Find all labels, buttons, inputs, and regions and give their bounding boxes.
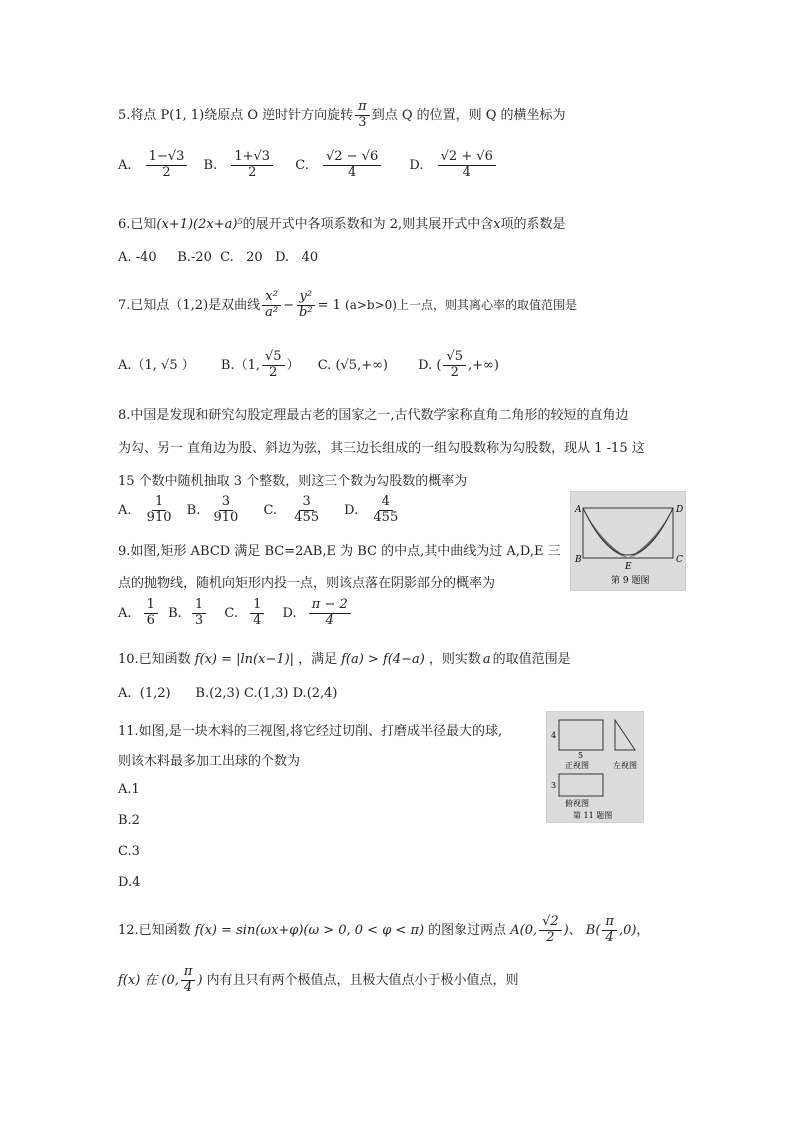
q9-option-b: $\frac{1}{3}$ <box>192 598 206 629</box>
q5-option-b: $\frac{1+√3}{2}$ <box>231 150 273 181</box>
q7-option-d: $\frac{√5}{2}$ <box>443 350 466 381</box>
q10-stem: 10.已知函数 f(x) = |ln(x−1)| ，满足 f(a) > f(4−a) ，则实数 a 的取值范围是 <box>118 652 571 667</box>
q10-condition: f(a) > f(4−a) <box>341 652 425 667</box>
q9-label-a: A <box>575 505 582 515</box>
q9-label-c: C <box>676 555 683 565</box>
q5-option-c: $\frac{√2 - √6}{4}$ <box>323 150 381 181</box>
q9-label-b: B <box>575 555 582 565</box>
q5-stem-suffix: 到点 Q 的位置，则 Q 的横坐标为 <box>371 107 566 123</box>
q12-point-b: B( $\frac{\pi}{4}$ ,0) <box>585 914 637 945</box>
q5-option-c-label: C. <box>295 157 309 173</box>
q7-option-b: $\frac{√5}{2}$ <box>262 350 285 381</box>
q9-option-c: $\frac{1}{4}$ <box>250 598 264 629</box>
q8-line2: 为勾、另一 直角边为股、斜边为弦，其三边长组成的一组勾股数称为勾股数，现从 1 -15 这 <box>118 441 645 456</box>
q9-figure-caption: 第 9 题图 <box>611 576 650 586</box>
q10-options: A. (1,2) B.(2,3) C.(1,3) D.(2,4) <box>118 686 338 701</box>
q9-figure-svg <box>571 492 685 590</box>
q9-options: A. $\frac{1}{6}$ B. $\frac{1}{3}$ C. $\frac{1}{4}$ D. $\frac{\pi - 2}{4}$ <box>118 598 353 629</box>
q6-stem: 6.已知(x+1)(2x+a)⁵的展开式中各项系数和为 2,则其展开式中含x项的系数是 <box>118 217 566 232</box>
q7-option-a: A.（1, √5 ） <box>118 357 195 373</box>
q9-figure <box>570 491 686 591</box>
q11-option-b: B.2 <box>118 813 140 828</box>
q5-option-a: $\frac{1-√3}{2}$ <box>146 150 188 181</box>
q12-interval: (0, $\frac{\pi}{4}$ ) <box>161 964 203 995</box>
q7-option-d-label: D. ( <box>418 357 442 373</box>
q7-option-c: C. (√5,+∞) <box>317 357 389 373</box>
q7-options: A.（1, √5 ） B.（1, $\frac{√5}{2}$ ） C. (√5,+∞) D. ( $\frac{√5}{2}$ ,+∞) <box>118 349 499 380</box>
q12-line2: f(x) 在 (0, $\frac{\pi}{4}$ ) 内有且只有两个极值点，且极大值点小于极小值点，则 <box>118 964 519 995</box>
q9-line2: 点的抛物线，随机向矩形内投一点，则该点落在阴影部分的概率为 <box>118 576 496 591</box>
q7-option-b-label: B.（1, <box>220 357 260 373</box>
q9-label-d: D <box>676 505 684 515</box>
q7-stem: 7.已知点（1,2)是双曲线 $\frac{\text{x²}}{\text{a²}}$ − $\frac{\text{y²}}{\text{b²}}$ = 1 (a>b>0)上一点，则其离心率的取值范围是 <box>118 289 577 320</box>
q5-options <box>118 150 498 181</box>
q9-option-d: $\frac{\pi - 2}{4}$ <box>309 598 351 629</box>
q9-line1: 9.如图,矩形 ABCD 满足 BC=2AB,E 为 BC 的中点,其中曲线为过 A,D,E 三 <box>118 544 561 559</box>
q12-stem: 12.已知函数 f(x) = sin(ωx+φ)(ω > 0, 0 < φ < π) 的图象过两点 A(0, $\frac{√2}{2}$ )、 B( $\frac{\pi}{4}$ ,0)， <box>118 914 650 945</box>
q5-stem-prefix: 5.将点 P(1, 1)绕原点 O 逆时针方向旋转 <box>118 107 354 123</box>
q5-stem <box>118 100 566 131</box>
q5-option-d-label: D. <box>409 157 424 173</box>
q11-option-c: C.3 <box>118 844 140 859</box>
q12-point-a: A(0, $\frac{√2}{2}$ ) <box>510 914 569 945</box>
q5-option-b-label: B. <box>203 157 218 173</box>
q11-figure-caption: 第 11 题图 <box>573 811 613 820</box>
q8-option-b: $\frac{3}{910}$ <box>213 494 239 525</box>
q8-line3: 15 个数中随机抽取 3 个整数，则这三个数为勾股数的概率为 <box>118 474 468 489</box>
q5-option-a-label: A. <box>118 157 132 173</box>
q11-line2: 则该木料最多加工出球的个数为 <box>118 754 301 769</box>
q9-label-e: E <box>625 562 632 572</box>
q8-option-a: $\frac{1}{910}$ <box>146 494 172 525</box>
q8-option-c: $\frac{3}{455}$ <box>294 494 320 525</box>
q11-dim-4: 4 <box>551 731 557 740</box>
q11-figure <box>546 711 644 823</box>
q11-top-label: 俯视图 <box>565 799 589 808</box>
q5-angle: $\frac{\pi}{3}$ <box>355 100 370 131</box>
q11-option-a: A.1 <box>118 782 140 797</box>
q8-line1: 8.中国是发现和研究勾股定理最古老的国家之一,古代数学家称直角二角形的较短的直角边 <box>118 408 629 423</box>
q11-front-label: 正视图 <box>565 761 589 770</box>
q5-option-d: $\frac{√2 + √6}{4}$ <box>438 150 496 181</box>
q8-options: A. $\frac{1}{910}$ B. $\frac{3}{910}$ C. $\frac{3}{455}$ D. $\frac{4}{455}$ <box>118 495 403 526</box>
q11-figure-svg <box>547 712 643 822</box>
q11-dim-5: 5 <box>578 751 584 760</box>
q7-frac-x: $\frac{\text{x²}}{\text{a²}}$ <box>262 290 281 321</box>
q7-frac-y: $\frac{\text{y²}}{\text{b²}}$ <box>296 290 316 321</box>
q8-option-d: $\frac{4}{455}$ <box>373 494 399 525</box>
q10-function: f(x) = |ln(x−1)| <box>194 652 295 667</box>
q12-function: f(x) = sin(ωx+φ)(ω > 0, 0 < φ < π) <box>194 922 425 938</box>
q9-option-a: $\frac{1}{6}$ <box>144 598 158 629</box>
q6-expression: (x+1)(2x+a)⁵ <box>156 217 243 232</box>
q6-options: A. -40 B.-20 C. 20 D. 40 <box>118 250 319 265</box>
q11-option-d: D.4 <box>118 875 141 890</box>
q11-dim-3: 3 <box>551 781 557 790</box>
q11-side-label: 左视图 <box>613 761 637 770</box>
q11-line1: 11.如图,是一块木料的三视图,将它经过切削、打磨成半径最大的球, <box>118 724 503 739</box>
